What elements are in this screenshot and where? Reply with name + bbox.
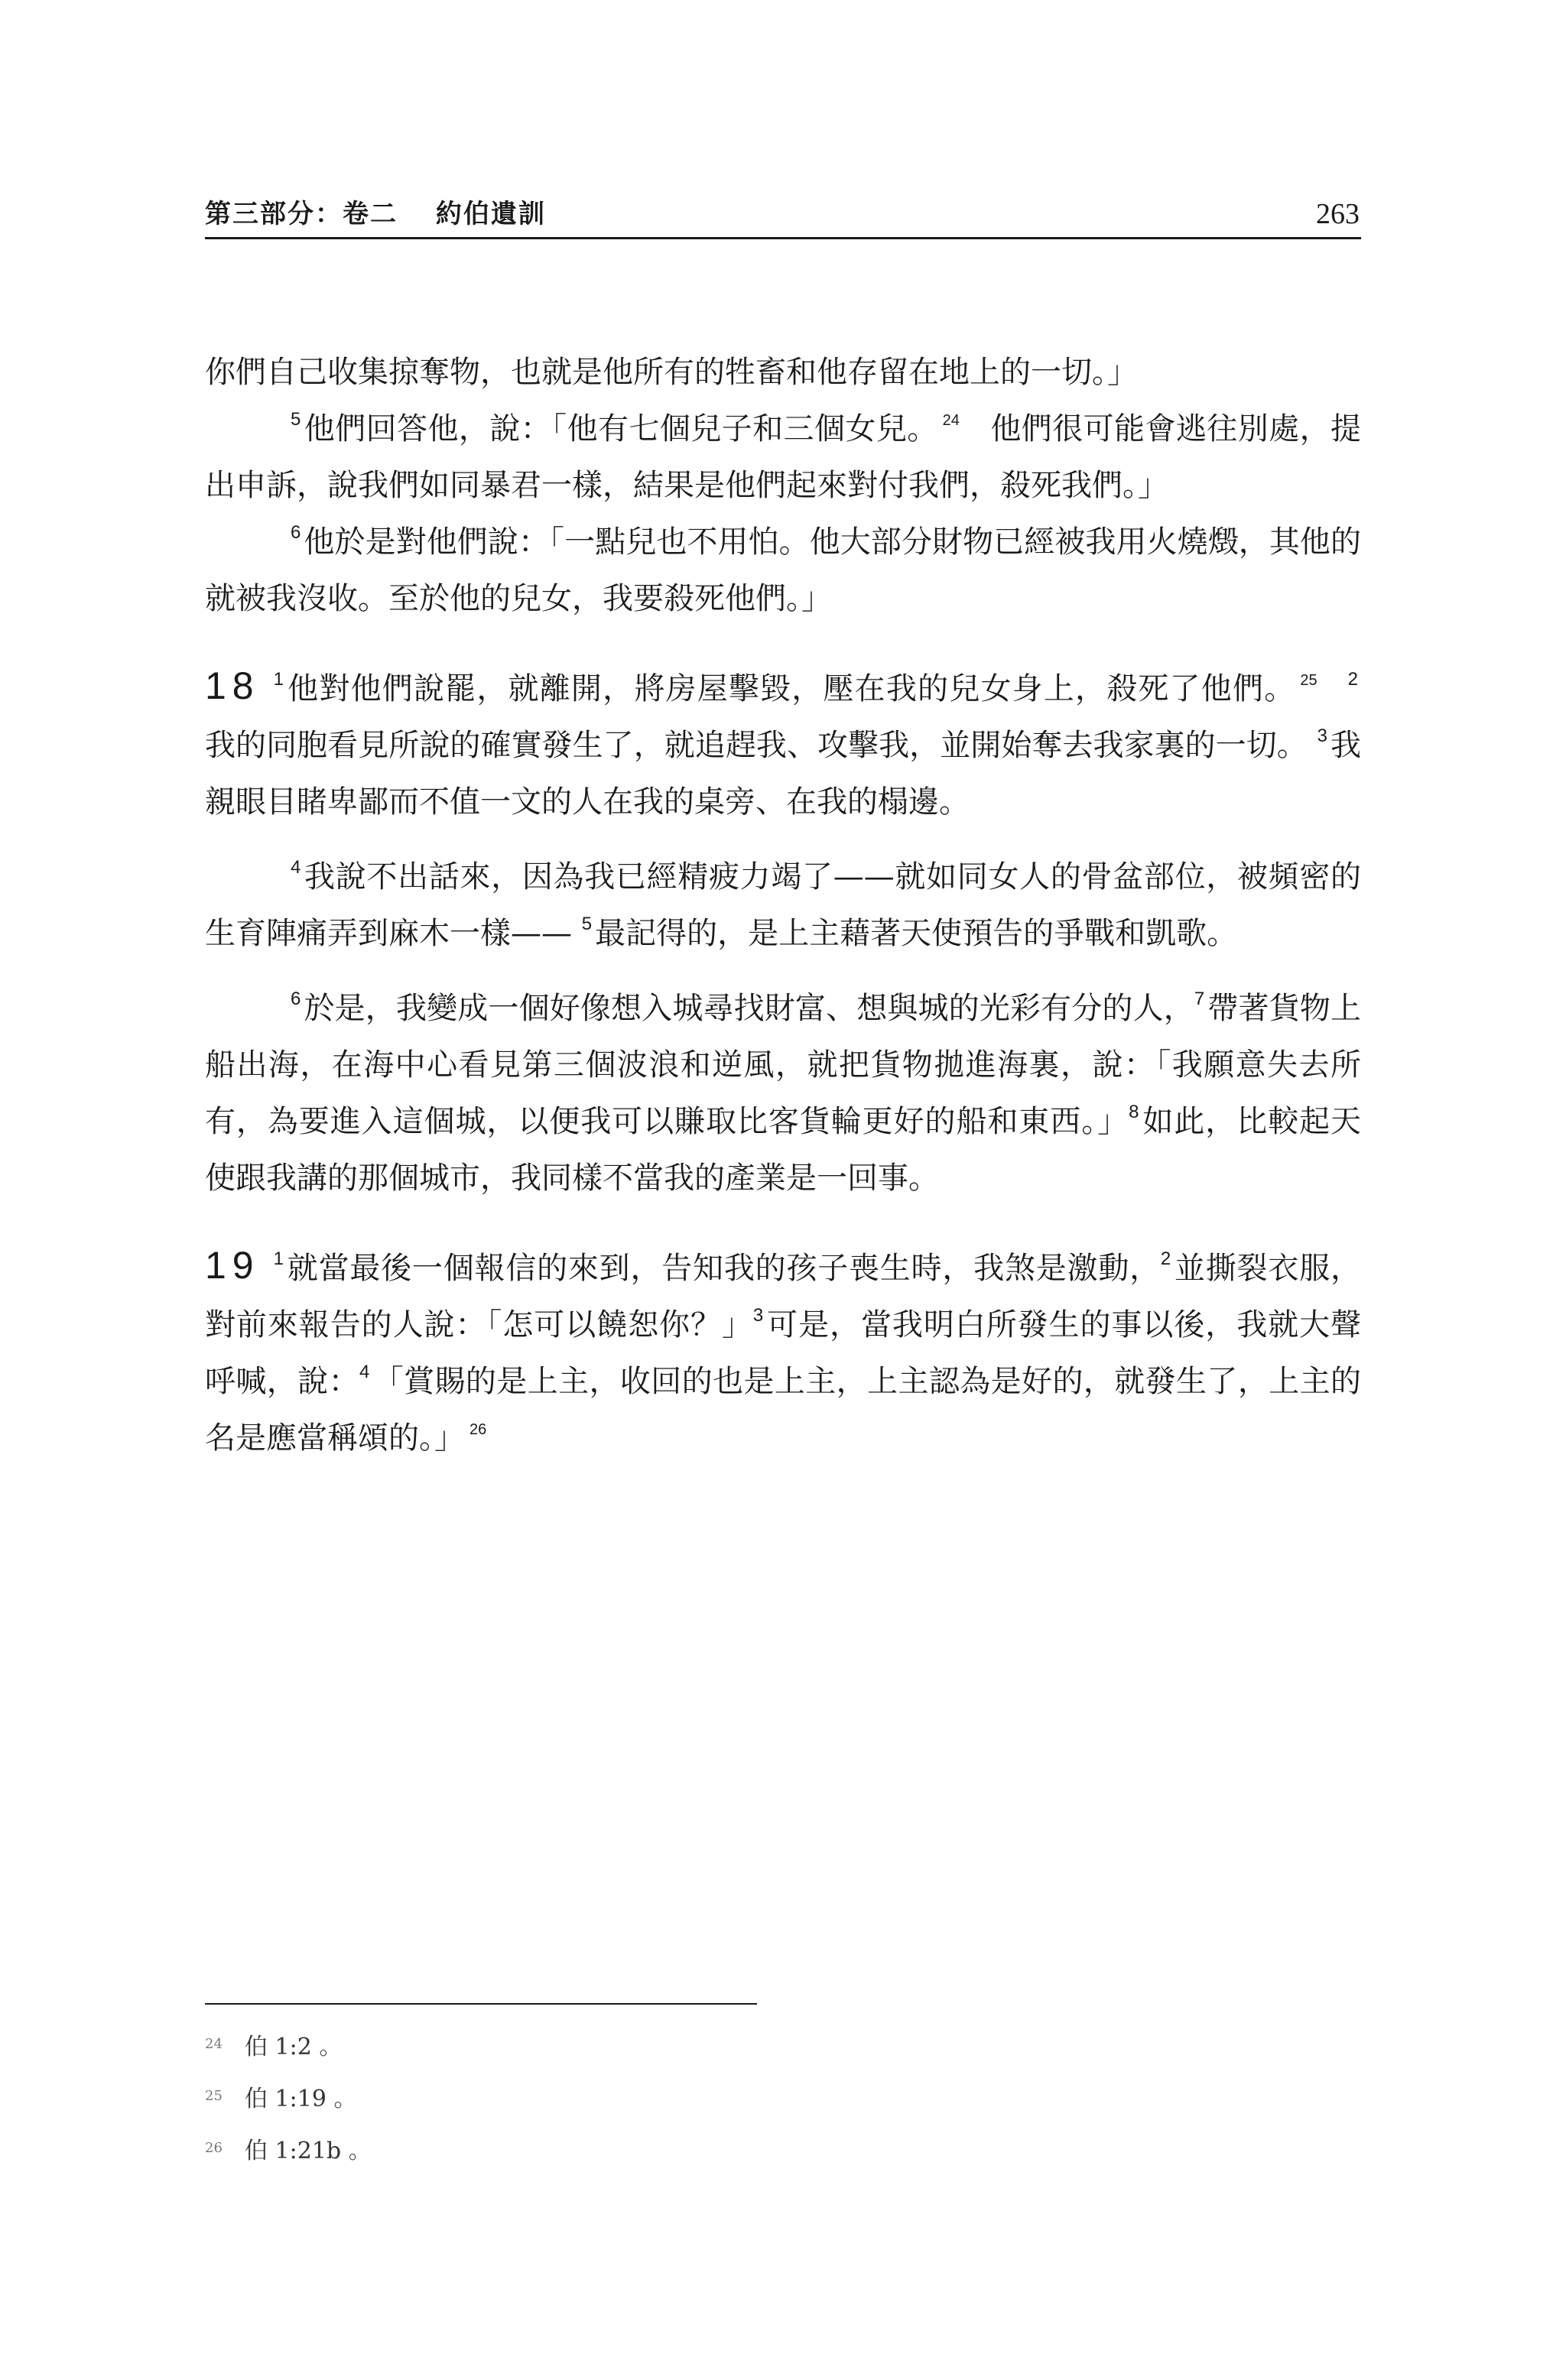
verse-number: 6 [291,989,301,1009]
paragraph-continuation [205,344,1361,401]
verse-text: 最記得的，是上主藉著天使預告的爭戰和凱歌。 [595,916,1238,951]
footnote-reference[interactable]: 24 [942,412,960,429]
paragraph [205,849,1361,962]
verse-text: 就當最後一個報信的來到，告知我的孩子喪生時，我煞是激動， [286,1251,1161,1286]
verse-number: 5 [581,914,593,934]
footnote-mark: 25 [205,2088,223,2104]
chapter-18 [205,658,1361,830]
verse-text: 他們回答他，說：「他有七個兒子和三個女兒。 [304,411,938,446]
verse-text: 我說不出話來，因為我已經精疲力竭了——就如同女人的骨盆部位，被頻密的生育陣痛弄到麻木一樣—— [205,859,1361,951]
verse-number: 1 [273,669,284,690]
chapter-19 [205,1237,1361,1466]
verse-number: 2 [1347,669,1358,690]
footnote-text: 伯 1:2 。 [245,2034,343,2060]
verse-number: 3 [1317,726,1327,746]
verse-text: 他對他們說罷，就離開，將房屋擊毀，壓在我的兒女身上，殺死了他們。 [286,671,1296,706]
verse-number: 8 [1129,1102,1139,1122]
chapter-number: 18 [205,664,260,707]
footnote-mark: 26 [205,2140,223,2156]
running-title: 第三部分：卷二 約伯遺訓 [205,199,546,229]
verse-number: 5 [291,409,301,430]
paragraph-text: 你們自己收集掠奪物，也就是他所有的牲畜和他存留在地上的一切。」 [205,355,1138,390]
verse-text: 於是，我變成一個好像想入城尋找財富、想與城的光彩有分的人， [304,991,1194,1026]
footnote-reference[interactable]: 25 [1300,672,1317,689]
verse-text: 我親眼目睹卑鄙而不值一文的人在我的桌旁、在我的榻邊。 [205,728,1362,820]
footnote-24 [205,2020,817,2072]
verse-number: 7 [1194,989,1205,1009]
main-text [205,344,1361,1466]
verse-text: 他於是對他們說：「一點兒也不用怕。他大部分財物已經被我用火燒燬，其他的就被我沒收。至於他的兒女，我要殺死他們。」 [205,524,1361,616]
footnote-separator [205,2003,757,2005]
verse-text: 可是，當我明白所發生的事以後，我就大聲呼喊，說： [205,1307,1362,1399]
footnotes [205,2020,817,2176]
verse-number: 4 [291,857,301,878]
running-header [205,193,1361,240]
verse-text: 並撕裂衣服，對前來報告的人說：「怎可以饒恕你？」 [205,1251,1362,1343]
verse-number: 6 [291,522,301,543]
footnote-text: 伯 1:19 。 [245,2086,357,2112]
footnote-reference[interactable]: 26 [469,1421,487,1438]
chapter-number: 19 [205,1244,260,1287]
header-rule [205,237,1361,239]
footnote-26 [205,2124,817,2176]
verse-text: 他們很可能會逃往別處，提出申訴，說我們如同暴君一樣，結果是他們起來對付我們，殺死我們。」 [205,411,1362,503]
verse-number: 3 [752,1305,764,1326]
verse-text: 「賞賜的是上主，收回的也是上主，上主認為是好的，就發生了，上主的名是應當稱頌的。」 [205,1364,1362,1456]
paragraph [205,980,1361,1206]
verse-text: 帶著貨物上船出海，在海中心看見第三個波浪和逆風，就把貨物拋進海裏，說：「我願意失去所有，為要進入這個城，以便我可以賺取比客貨輪更好的船和東西。」 [205,991,1362,1139]
footnote-mark: 24 [205,2036,223,2052]
page-number: 263 [1316,198,1360,230]
verse-number: 2 [1160,1248,1171,1269]
verse-number: 4 [359,1362,370,1382]
verse-number: 1 [273,1248,284,1269]
paragraph [205,401,1361,514]
verse-text: 我的同胞看見所說的確實發生了，就追趕我、攻擊我，並開始奪去我家裏的一切。 [205,728,1308,763]
footnote-text: 伯 1:21b 。 [245,2138,372,2164]
verse-text: 如此，比較起天使跟我講的那個城市，我同樣不當我的產業是一回事。 [205,1104,1362,1196]
paragraph [205,514,1361,627]
footnote-25 [205,2072,817,2124]
